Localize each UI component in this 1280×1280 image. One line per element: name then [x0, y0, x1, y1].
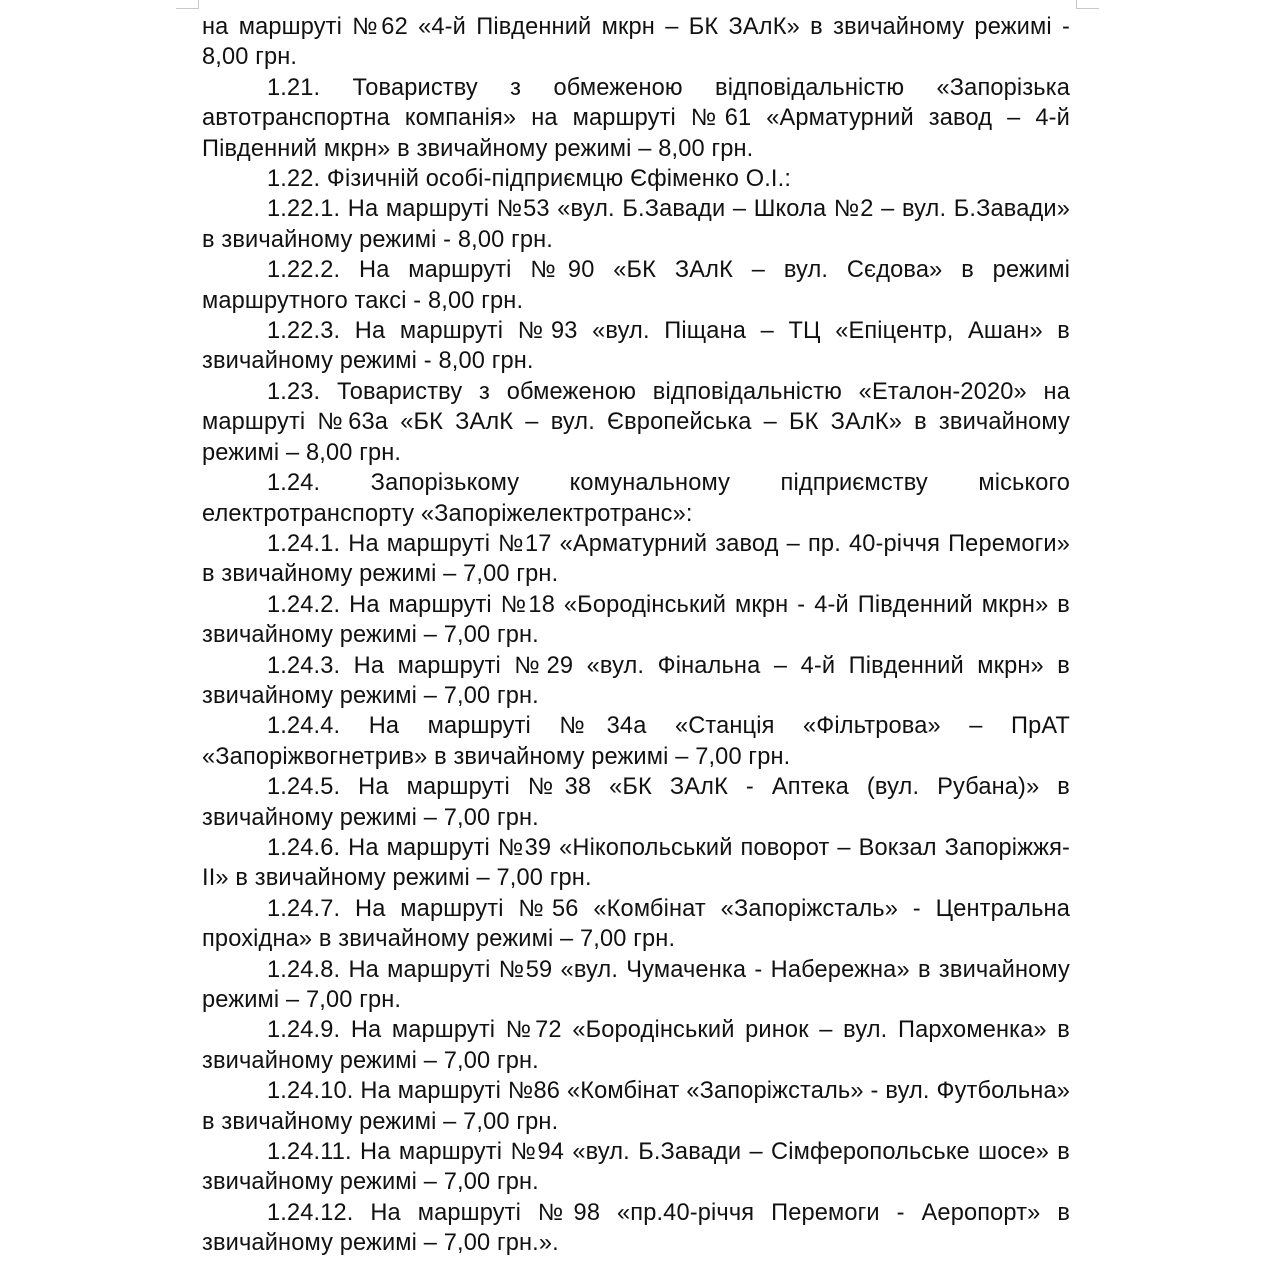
- page-margin-marker-left: [176, 0, 199, 9]
- document-body: [202, 12, 1070, 1259]
- paragraph-1-24-11: 1.24.11. На маршруті №94 «вул. Б.Завади – Сімферопольське шосе» в звичайному режимі – 7,00 грн.: [202, 1139, 1070, 1196]
- paragraph-1-23: 1.23. Товариству з обмеженою відповідальністю «Еталон-2020» на маршруті №63а «БК ЗАлК – вул. Європейська – БК ЗАлК» в звичайному режимі – 8,00 грн.: [202, 378, 1070, 466]
- paragraph-1-24-3: 1.24.3. На маршруті №29 «вул. Фінальна – 4-й Південний мкрн» в звичайному режимі – 7,00 грн.: [202, 652, 1070, 709]
- page-margin-marker-right: [1076, 0, 1099, 9]
- paragraph-1-24: 1.24. Запорізькому комунальному підприємству міського електротранспорту «Запоріжелектротранс»:: [202, 470, 1070, 527]
- paragraph-1-22-2: 1.22.2. На маршруті №90 «БК ЗАлК – вул. Сєдова» в режимі маршрутного таксі - 8,00 грн.: [202, 257, 1070, 314]
- paragraph-1-21: 1.21. Товариству з обмеженою відповідальністю «Запорізька автотранспортна компанія» на маршруті №61 «Арматурний завод – 4-й Південний мкрн» в звичайному режимі – 8,00 грн.: [202, 74, 1070, 162]
- paragraph-1-24-1: 1.24.1. На маршруті №17 «Арматурний завод – пр. 40-річчя Перемоги» в звичайному режимі – 7,00 грн.: [202, 530, 1070, 588]
- paragraph-1-24-8: 1.24.8. На маршруті №59 «вул. Чумаченка - Набережна» в звичайному режимі – 7,00 грн.: [202, 956, 1070, 1013]
- paragraph-route-62: на маршруті №62 «4-й Південний мкрн – БК ЗАлК» в звичайному режимі - 8,00 грн.: [202, 14, 1070, 71]
- paragraph-1-24-10: 1.24.10. На маршруті №86 «Комбінат «Запоріжсталь» - вул. Футбольна» в звичайному режимі – 7,00 грн.: [202, 1078, 1070, 1135]
- paragraph-1-24-2: 1.24.2. На маршруті №18 «Бородінський мкрн - 4-й Південний мкрн» в звичайному режимі – 7,00 грн.: [202, 591, 1070, 649]
- paragraph-1-22-3: 1.22.3. На маршруті №93 «вул. Піщана – ТЦ «Епіцентр, Ашан» в звичайному режимі - 8,00 грн.: [202, 318, 1070, 375]
- paragraph-1-24-5: 1.24.5. На маршруті №38 «БК ЗАлК - Аптека (вул. Рубана)» в звичайному режимі – 7,00 грн.: [202, 774, 1070, 831]
- paragraph-1-24-9: 1.24.9. На маршруті №72 «Бородінський ринок – вул. Пархоменка» в звичайному режимі – 7,00 грн.: [202, 1017, 1070, 1074]
- paragraph-1-22-1: 1.22.1. На маршруті №53 «вул. Б.Завади – Школа №2 – вул. Б.Завади» в звичайному режимі - 8,00 грн.: [202, 196, 1070, 253]
- paragraph-1-24-6: 1.24.6. На маршруті №39 «Нікопольський поворот – Вокзал Запоріжжя-ІІ» в звичайному режимі – 7,00 грн.: [202, 834, 1070, 892]
- paragraph-1-24-4: 1.24.4. На маршруті №34а «Станція «Фільтрова» – ПрАТ «Запоріжвогнетрив» в звичайному режимі – 7,00 грн.: [202, 713, 1070, 770]
- paragraph-1-24-12: 1.24.12. На маршруті №98 «пр.40-річчя Перемоги - Аеропорт» в звичайному режимі – 7,00 грн.».: [202, 1199, 1070, 1257]
- paragraph-1-24-7: 1.24.7. На маршруті №56 «Комбінат «Запоріжсталь» - Центральна прохідна» в звичайному режимі – 7,00 грн.: [202, 895, 1070, 953]
- paragraph-1-22: 1.22. Фізичній особі-підприємцю Єфіменко О.І.:: [267, 166, 792, 193]
